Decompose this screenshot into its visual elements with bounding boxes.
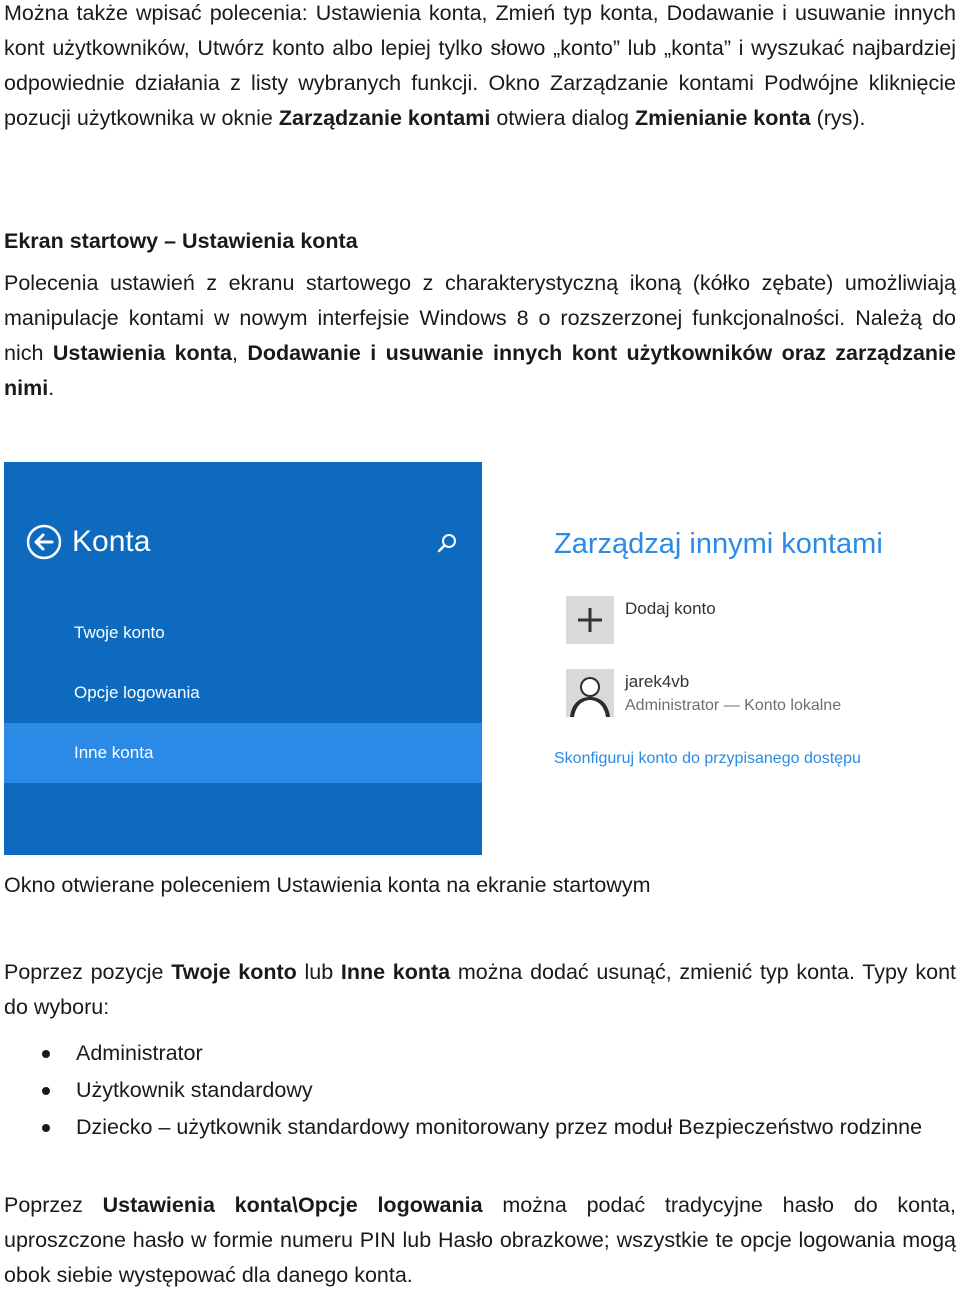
bullet-icon — [42, 1087, 50, 1095]
sign-in-options-paragraph — [4, 1188, 956, 1293]
settings-bold-2: Dodawanie i usuwanie innych kont użytkowników oraz zarządzanie nimi — [4, 341, 956, 400]
types-bold-2: Inne konta — [340, 960, 451, 984]
add-account-tile[interactable] — [566, 596, 614, 644]
settings-text-2: , — [231, 341, 248, 365]
list-item — [0, 1072, 956, 1108]
accounts-screenshot — [4, 462, 960, 855]
settings-text: Polecenia ustawień z ekranu startowego z charakterystyczną ikoną (kółko zębate) umożliwiają manipulacje kontami w nowym interfejsie Windows 8 o rozszerzonej funkcjonalności. Należą do nich — [4, 271, 956, 365]
add-account-label[interactable]: Dodaj konto — [625, 599, 716, 618]
nav-item-other-accounts[interactable]: Inne konta — [4, 723, 482, 783]
signin-text-2: można podać tradycyjne hasło do konta, uproszczone hasło w formie numeru PIN lub Hasło obrazkowe; wszystkie te opcje logowania mogą obok siebie występować dla danego konta. — [4, 1193, 956, 1287]
nav-item-your-account[interactable]: Twoje konto — [74, 623, 165, 642]
bullet-icon — [42, 1050, 50, 1058]
list-item — [0, 1035, 956, 1071]
manage-accounts-pane — [482, 462, 960, 855]
user-silhouette-icon — [566, 669, 614, 717]
intro-bold-1: Zarządzanie kontami — [278, 106, 491, 130]
user-role: Administrator — Konto lokalne — [625, 697, 842, 714]
intro-text-3: (rys). — [810, 106, 866, 130]
intro-text: Można także wpisać polecenia: Ustawienia konta, Zmień typ konta, Dodawanie i usuwanie innych kont użytkowników, Utwórz konto albo lepiej tylko słowo „konto” lub „konta” i wyszukać najbardziej odpowiednie działania z listy wybranych funkcji. Okno Zarządzanie kontami Podwójne kliknięcie pozucji użytkownika w oknie — [4, 1, 956, 130]
settings-bold-1: Ustawienia konta — [52, 341, 232, 365]
types-text-2: lub — [296, 960, 341, 984]
intro-text-2: otwiera dialog — [490, 106, 635, 130]
settings-text-3: . — [48, 376, 55, 400]
account-types-list — [0, 1035, 956, 1146]
intro-paragraph — [4, 0, 956, 136]
back-arrow-icon[interactable] — [26, 524, 62, 560]
list-item-text: Administrator — [76, 1041, 203, 1065]
signin-text: Poprzez — [4, 1193, 103, 1217]
list-item — [0, 1109, 956, 1145]
bullet-icon — [42, 1124, 50, 1132]
list-item-text: Dziecko – użytkownik standardowy monitorowany przez moduł Bezpieczeństwo rodzinne — [76, 1115, 923, 1139]
accounts-nav-pane — [4, 462, 482, 855]
plus-icon — [566, 596, 614, 644]
section-heading: Ekran startowy – Ustawienia konta — [4, 229, 358, 253]
intro-bold-2: Zmienianie konta — [634, 106, 811, 130]
accounts-title: Konta — [72, 525, 151, 558]
manage-accounts-title: Zarządzaj innymi kontami — [554, 528, 883, 560]
user-avatar[interactable] — [566, 669, 614, 717]
list-item-text: Użytkownik standardowy — [76, 1078, 313, 1102]
settings-paragraph — [4, 266, 956, 406]
nav-item-sign-in-options[interactable]: Opcje logowania — [74, 683, 200, 702]
types-bold-1: Twoje konto — [171, 960, 297, 984]
user-name[interactable]: jarek4vb — [625, 672, 690, 691]
types-text-3: można dodać usunąć, zmienić typ konta. Typy kont do wyboru: — [4, 960, 957, 1019]
figure-caption: Okno otwierane poleceniem Ustawienia konta na ekranie startowym — [4, 873, 651, 897]
account-types-paragraph — [4, 955, 956, 1025]
signin-bold-1: Ustawienia konta\Opcje logowania — [102, 1193, 483, 1217]
types-text: Poprzez pozycje — [4, 960, 172, 984]
search-icon[interactable] — [436, 532, 458, 554]
assigned-access-link[interactable]: Skonfiguruj konto do przypisanego dostępu — [554, 750, 861, 767]
